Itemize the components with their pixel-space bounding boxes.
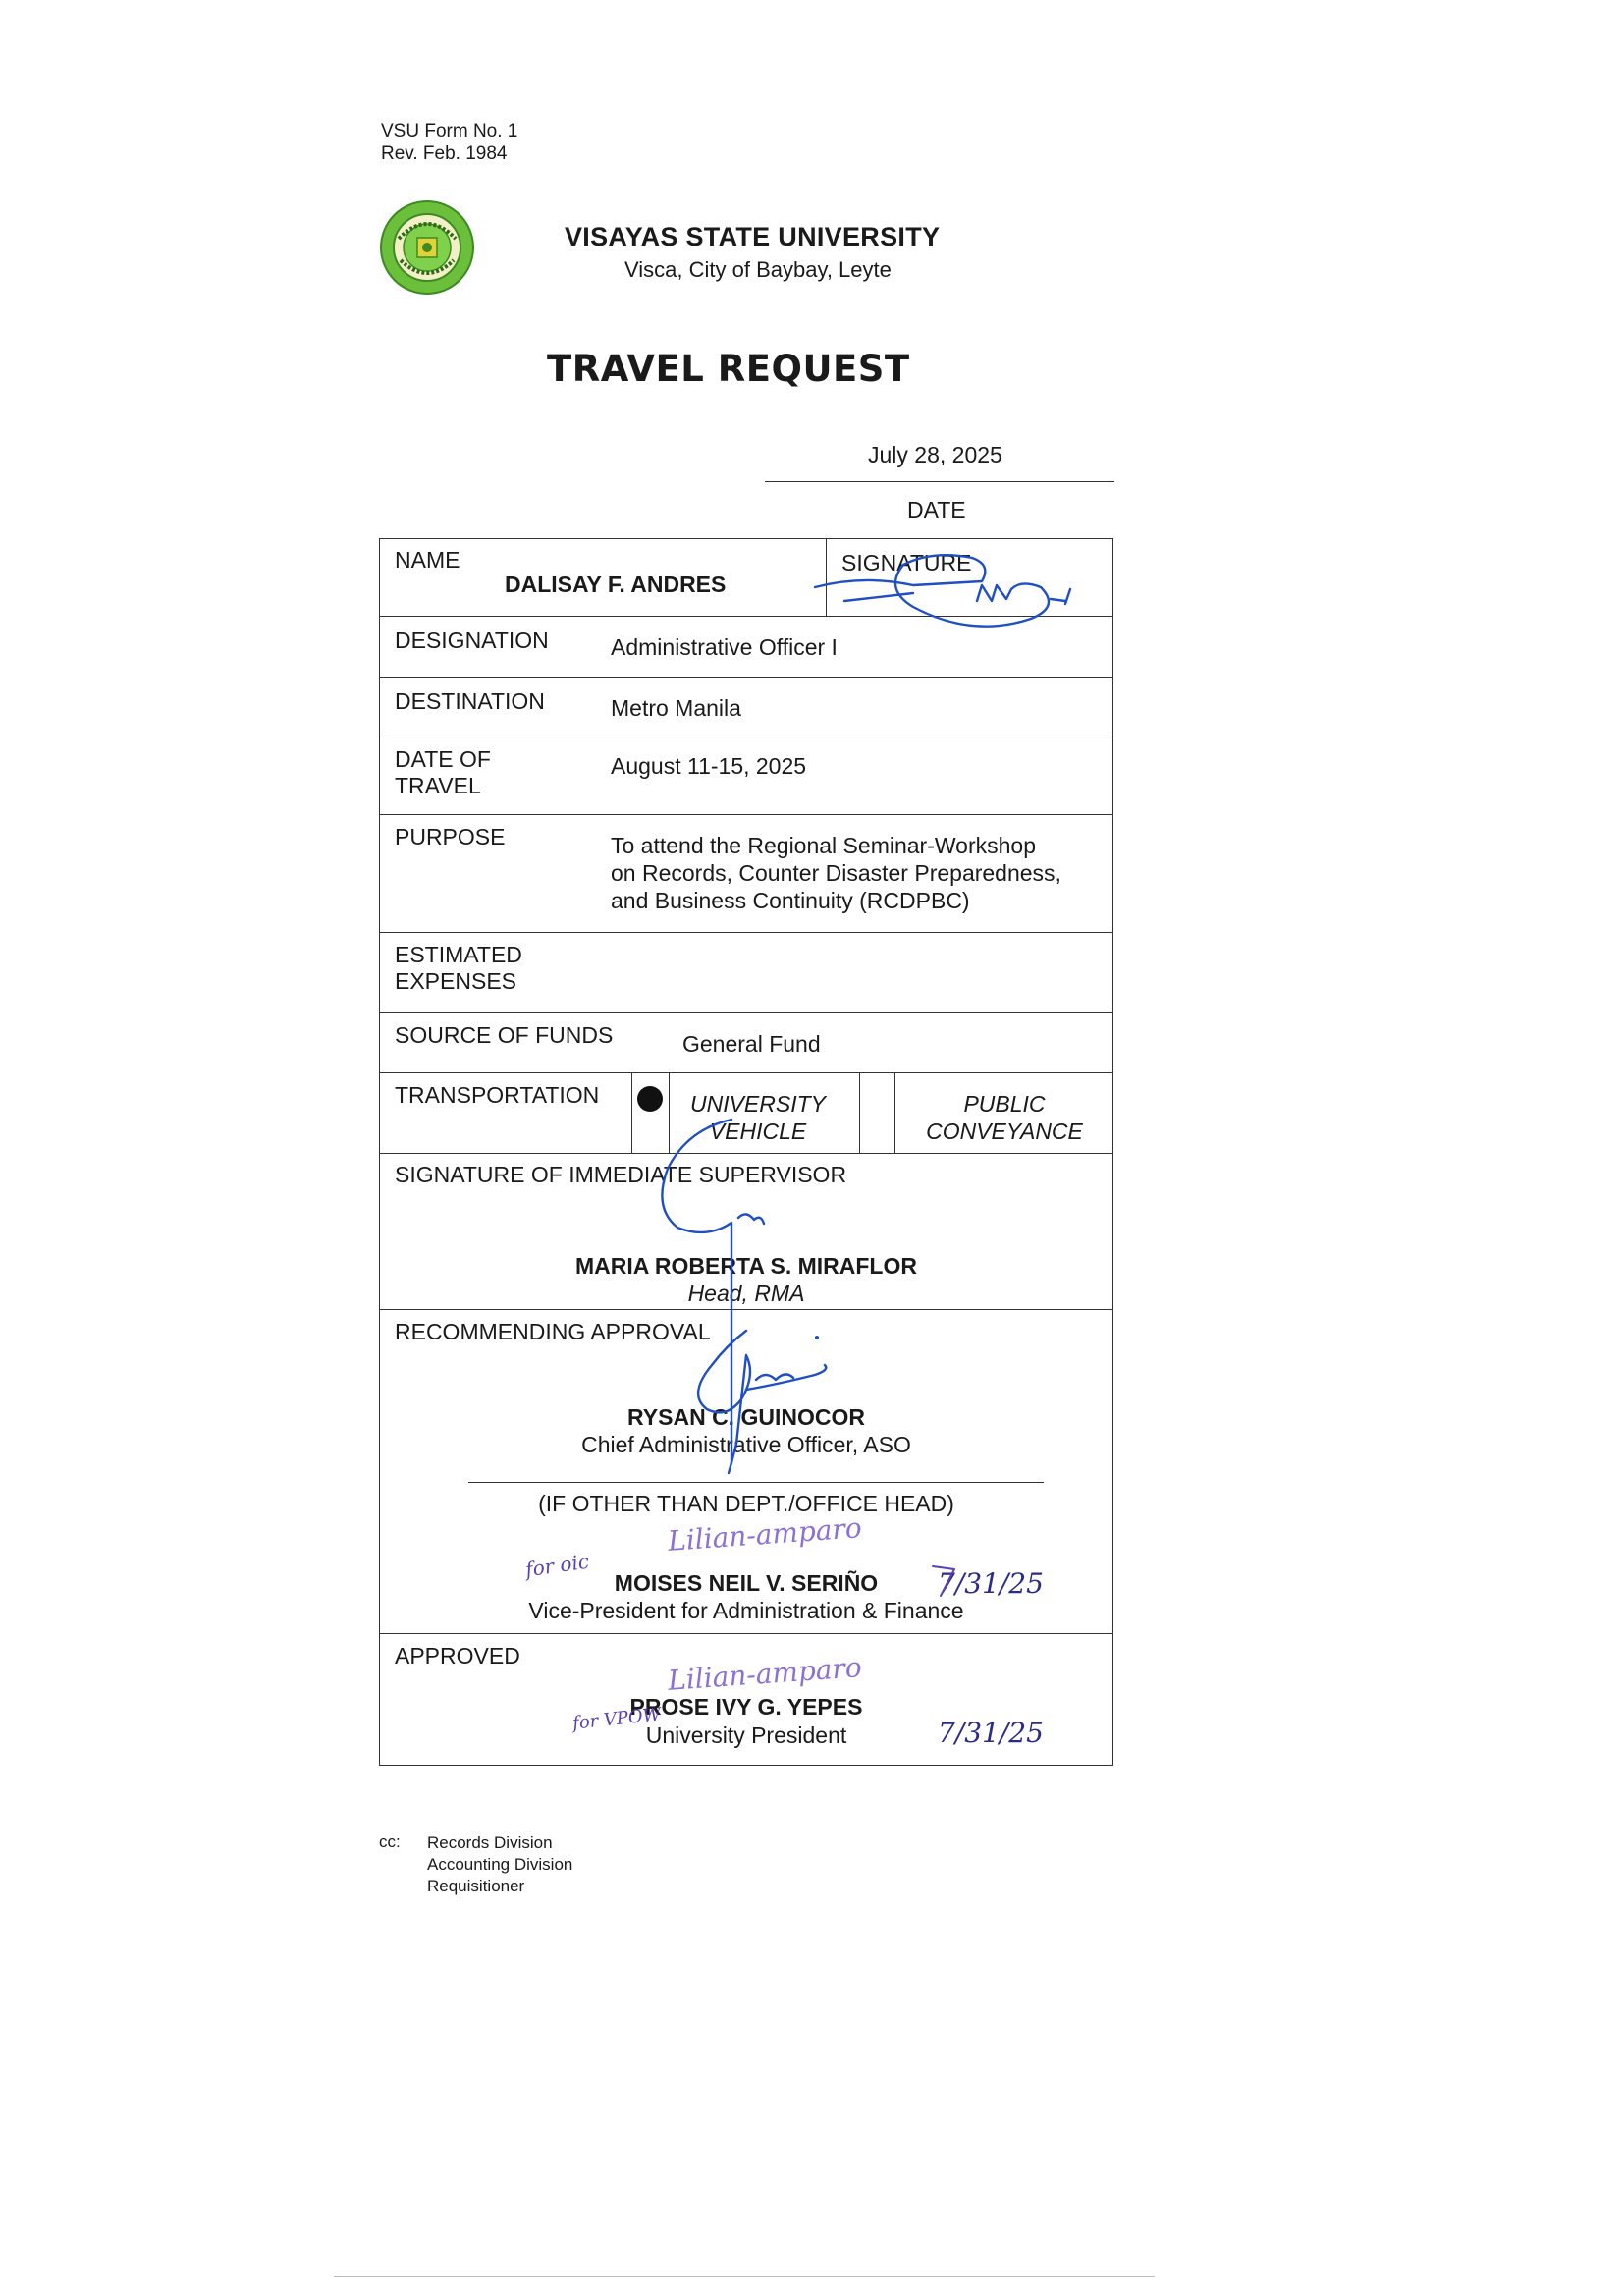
date-value: July 28, 2025 xyxy=(868,442,1002,467)
source-of-funds-value: General Fund xyxy=(682,1031,821,1057)
date-of-travel-label-line1: DATE OF xyxy=(395,746,491,772)
form-number: VSU Form No. 1 xyxy=(381,121,518,141)
recommender-title: Chief Administrative Officer, ASO xyxy=(581,1432,911,1457)
purpose-line: on Records, Counter Disaster Preparedness, xyxy=(611,860,1061,886)
cc-recipient: Accounting Division xyxy=(427,1855,573,1874)
recommender-signature xyxy=(698,1331,826,1473)
estimated-expenses-label-line1: ESTIMATED xyxy=(395,942,522,967)
cc-list xyxy=(427,1832,572,1897)
vp-title: Vice-President for Administration & Finance xyxy=(528,1598,964,1623)
supervisor-label: SIGNATURE OF IMMEDIATE SUPERVISOR xyxy=(395,1162,847,1187)
cc-recipient: Records Division xyxy=(427,1833,553,1852)
handwritten-date-president: 7/31/25 xyxy=(938,1717,1044,1749)
transportation-label: TRANSPORTATION xyxy=(395,1082,600,1108)
supervisor-name: MARIA ROBERTA S. MIRAFLOR xyxy=(575,1253,917,1279)
university-vehicle-line2: VEHICLE xyxy=(709,1119,807,1144)
handwritten-initials-vp: Lilian-amparo xyxy=(667,1511,863,1558)
public-conveyance-line2: CONVEYANCE xyxy=(926,1119,1083,1144)
supervisor-title: Head, RMA xyxy=(687,1281,805,1306)
destination-label: DESTINATION xyxy=(395,688,545,714)
purpose-line: To attend the Regional Seminar-Workshop xyxy=(611,833,1036,858)
date-label: DATE xyxy=(907,497,966,522)
recommending-approval-label: RECOMMENDING APPROVAL xyxy=(395,1319,711,1344)
approved-label: APPROVED xyxy=(395,1643,520,1668)
handwritten-date-vp: 7/31/25 xyxy=(938,1567,1044,1600)
signature-label: SIGNATURE xyxy=(841,550,972,575)
date-of-travel-value: August 11-15, 2025 xyxy=(611,753,807,779)
page-bottom-edge xyxy=(334,2276,1155,2277)
purpose-label: PURPOSE xyxy=(395,824,506,849)
university-name: VISAYAS STATE UNIVERSITY xyxy=(565,222,941,251)
handwritten-initials-president: Lilian-amparo xyxy=(667,1651,863,1697)
form-revision: Rev. Feb. 1984 xyxy=(381,143,508,164)
document-title: TRAVEL REQUEST xyxy=(547,348,910,390)
destination-value: Metro Manila xyxy=(611,695,741,721)
if-other-than-note: (IF OTHER THAN DEPT./OFFICE HEAD) xyxy=(538,1491,954,1516)
public-conveyance-line1: PUBLIC xyxy=(963,1091,1046,1117)
requester-signature xyxy=(815,555,1070,626)
president-name: PROSE IVY G. YEPES xyxy=(629,1694,863,1720)
name-value: DALISAY F. ANDRES xyxy=(505,572,727,597)
vp-handwritten-slash xyxy=(933,1566,954,1596)
estimated-expenses-label-line2: EXPENSES xyxy=(395,968,516,994)
source-of-funds-label: SOURCE OF FUNDS xyxy=(395,1022,614,1048)
handwritten-for-oic: for oic xyxy=(523,1549,591,1582)
designation-label: DESIGNATION xyxy=(395,628,549,653)
name-label: NAME xyxy=(395,547,460,573)
designation-value: Administrative Officer I xyxy=(611,634,838,660)
purpose-line: and Business Continuity (RCDPBC) xyxy=(611,888,970,913)
vp-name: MOISES NEIL V. SERIÑO xyxy=(614,1570,879,1596)
cc-recipient: Requisitioner xyxy=(427,1877,525,1895)
cc-label: cc: xyxy=(379,1832,401,1851)
date-of-travel-label-line2: TRAVEL xyxy=(395,773,481,798)
recommender-name: RYSAN C. GUINOCOR xyxy=(627,1404,865,1430)
president-title: University President xyxy=(645,1722,847,1748)
handwritten-for-vpow: for VPOW xyxy=(571,1704,663,1734)
university-vehicle-line1: UNIVERSITY xyxy=(689,1091,827,1117)
university-address: Visca, City of Baybay, Leyte xyxy=(624,257,892,282)
